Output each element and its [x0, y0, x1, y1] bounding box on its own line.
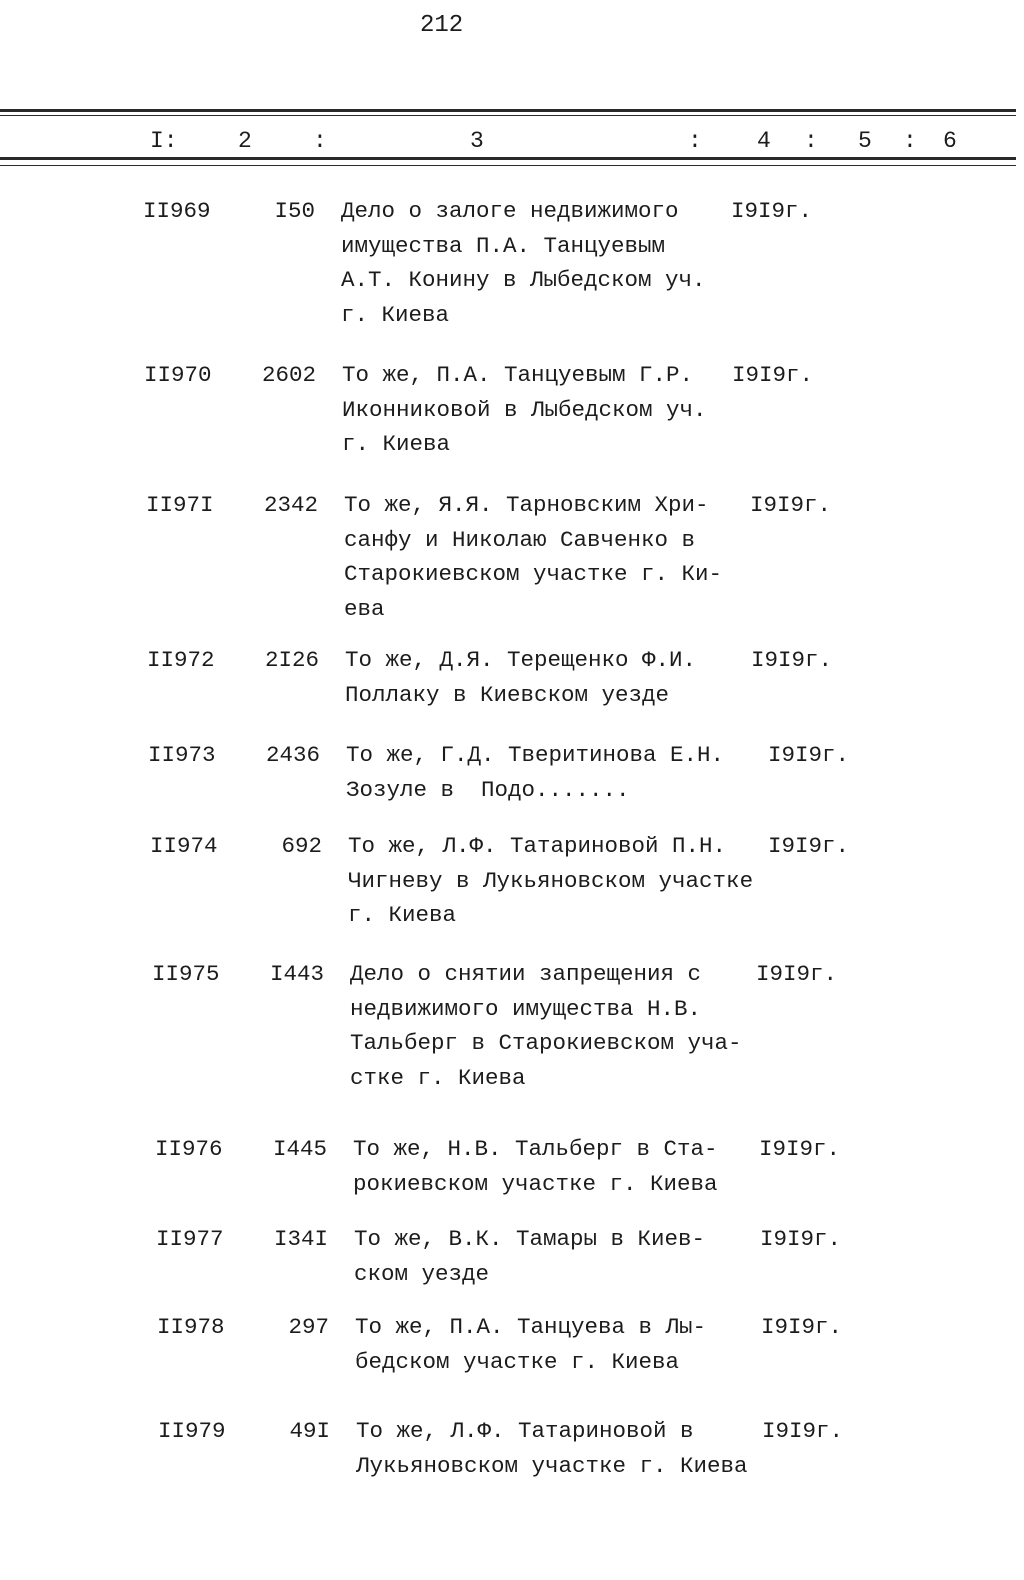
description-line: Старокиевском участке г. Ки-	[344, 561, 723, 587]
header-rule-top	[0, 109, 1016, 112]
column-separator: :	[903, 128, 917, 154]
entry-number: II979	[158, 1418, 226, 1444]
leaf-number: 692	[281, 833, 322, 859]
description-line: Тальберг в Старокиевском уча-	[350, 1030, 742, 1056]
column-separator: :	[804, 128, 818, 154]
description-line: недвижимого имущества Н.В.	[350, 995, 702, 1022]
entry-number: II975	[152, 961, 220, 987]
entry-year: I9I9г.	[768, 833, 850, 859]
description-line: То же, Л.Ф. Татариновой П.Н.	[348, 833, 727, 859]
entry-description	[353, 1136, 718, 1205]
description-line: То же, Н.В. Тальберг в Ста-	[353, 1136, 718, 1162]
entry-year: I9I9г.	[731, 198, 813, 224]
entry-number: II97I	[146, 492, 214, 518]
description-line: Дело о снятии запрещения с	[350, 961, 702, 987]
header-rule-top-thin	[0, 115, 1016, 116]
leaf-number: I443	[269, 961, 324, 987]
description-line: То же, П.А. Танцуевым Г.Р.	[342, 362, 694, 388]
entry-description	[348, 833, 753, 937]
entry-number: II969	[143, 198, 211, 224]
column-3-label: 3	[470, 128, 484, 154]
entry-description	[354, 1226, 705, 1295]
entry-year: I9I9г.	[759, 1136, 841, 1162]
entry-year: I9I9г.	[756, 961, 838, 987]
leaf-number: 297	[288, 1314, 329, 1340]
entry-number: II978	[157, 1314, 225, 1340]
entry-year: I9I9г.	[762, 1418, 844, 1444]
entry-year: I9I9г.	[732, 362, 814, 388]
page-number: 212	[420, 12, 464, 39]
description-line: стке г. Киева	[350, 1064, 526, 1091]
entry-description	[350, 961, 742, 1099]
description-line: Чигневу в Лукьяновском участке	[348, 867, 754, 894]
entry-year: I9I9г.	[760, 1226, 842, 1252]
entry-description	[342, 362, 707, 466]
entry-year: I9I9г.	[761, 1314, 843, 1340]
column-6-label: 6	[943, 128, 957, 154]
description-line: г. Киева	[348, 902, 457, 928]
column-separator: :	[688, 128, 702, 154]
description-line: г. Киева	[341, 301, 450, 328]
entry-number: II973	[148, 742, 216, 768]
description-line: Зозуле в Подо.......	[346, 776, 630, 803]
entry-number: II970	[144, 362, 212, 388]
leaf-number: I34I	[273, 1226, 328, 1252]
description-line: имущества П.А. Танцуевым	[341, 232, 666, 259]
entry-year: I9I9г.	[768, 742, 850, 768]
entry-year: I9I9г.	[750, 492, 832, 518]
description-line: То же, Д.Я. Терещенко Ф.И.	[345, 647, 697, 673]
description-line: Дело о залоге недвижимого	[341, 198, 679, 224]
column-1-label: I:	[150, 128, 178, 154]
column-separator: :	[313, 128, 327, 154]
entry-number: II974	[150, 833, 218, 859]
column-header	[0, 128, 1016, 158]
description-line: ева	[344, 595, 385, 622]
entry-description	[355, 1314, 706, 1383]
leaf-number: 2I26	[264, 647, 319, 673]
column-5-label: 5	[858, 128, 872, 154]
leaf-number: 2436	[265, 742, 320, 768]
description-line: Поллаку в Киевском уезде	[345, 681, 670, 708]
entry-year: I9I9г.	[751, 647, 833, 673]
column-4-label: 4	[757, 128, 771, 154]
description-line: А.Т. Конину в Лыбедском уч.	[341, 267, 706, 293]
entry-number: II972	[147, 647, 215, 673]
leaf-number: I445	[272, 1136, 327, 1162]
description-line: бедском участке г. Киева	[355, 1348, 680, 1375]
description-line: г. Киева	[342, 431, 451, 457]
entry-description	[356, 1418, 748, 1487]
description-line: То же, Г.Д. Тверитинова Е.Н.	[346, 742, 725, 768]
entry-description	[345, 647, 696, 716]
leaf-number: 49I	[289, 1418, 330, 1444]
entry-description	[344, 492, 722, 630]
description-line: То же, Л.Ф. Татариновой в	[356, 1418, 694, 1444]
description-line: То же, В.К. Тамары в Киев-	[354, 1226, 706, 1252]
entry-number: II976	[155, 1136, 223, 1162]
header-rule-bottom-thin	[0, 165, 1016, 166]
description-line: То же, П.А. Танцуева в Лы-	[355, 1314, 707, 1340]
description-line: Лукьяновском участке г. Киева	[356, 1452, 748, 1479]
description-line: рокиевском участке г. Киева	[353, 1170, 718, 1197]
leaf-number: I50	[274, 198, 315, 224]
entry-description	[341, 198, 706, 336]
leaf-number: 2342	[263, 492, 318, 518]
leaf-number: 2602	[261, 362, 316, 388]
description-line: Иконниковой в Лыбедском уч.	[342, 396, 707, 423]
description-line: То же, Я.Я. Тарновским Хри-	[344, 492, 709, 518]
column-2-label: 2	[238, 128, 252, 154]
header-rule-bottom	[0, 157, 1016, 160]
description-line: санфу и Николаю Савченко в	[344, 526, 696, 553]
description-line: ском уезде	[354, 1260, 490, 1287]
entry-number: II977	[156, 1226, 224, 1252]
entry-description	[346, 742, 724, 811]
